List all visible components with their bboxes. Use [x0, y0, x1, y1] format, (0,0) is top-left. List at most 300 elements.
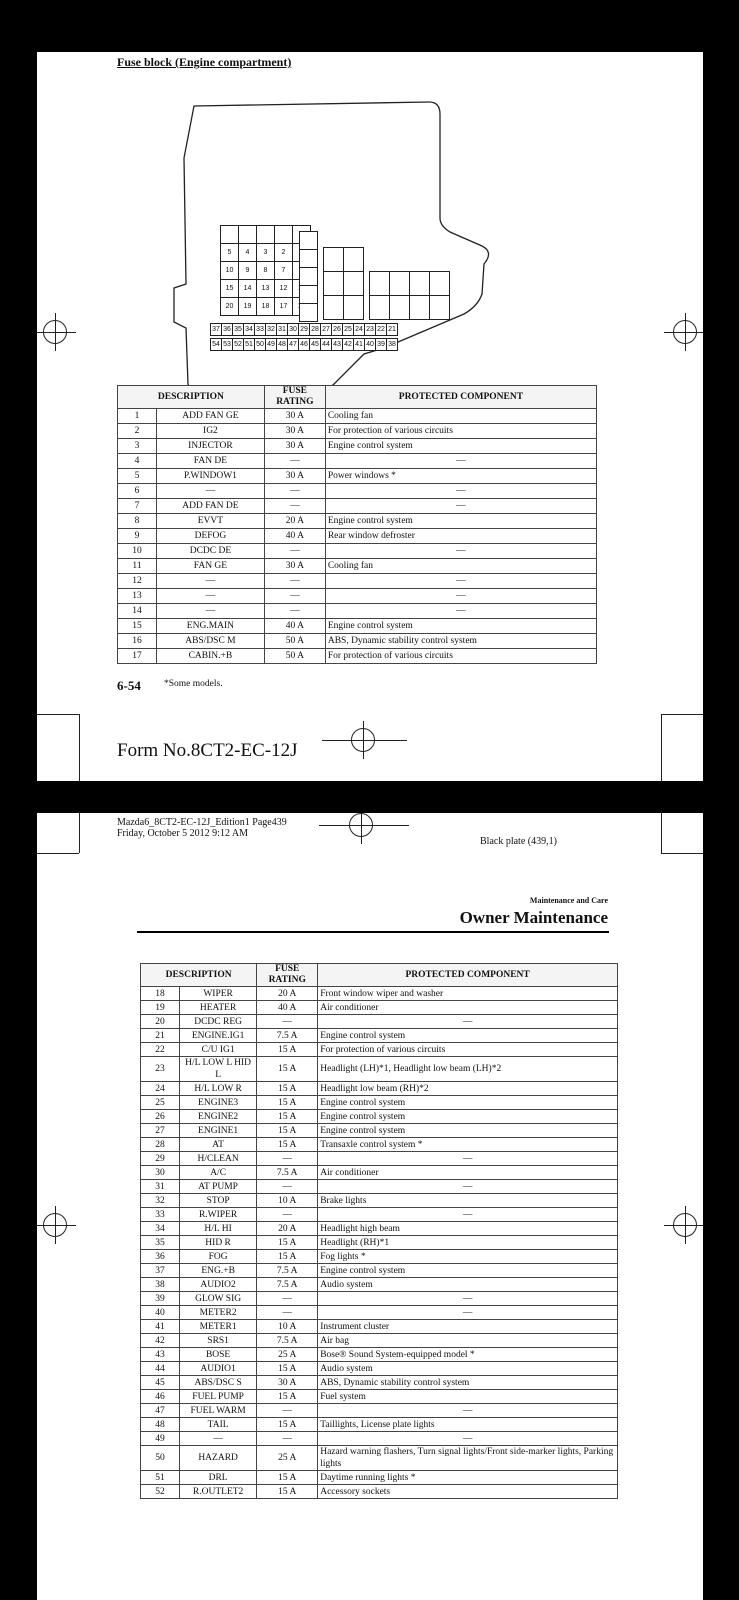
fuse-description: P.WINDOW1: [157, 469, 265, 484]
table-row: [118, 559, 597, 574]
print-header-file: Mazda6_8CT2-EC-12J_Edition1 Page439: [117, 817, 287, 828]
registration-mark-icon: [351, 728, 375, 752]
fuse-slot: 40: [364, 338, 376, 351]
fuse-description: ENG.+B: [180, 1264, 257, 1278]
protected-component: Accessory sockets: [318, 1485, 618, 1499]
relay-slot: [343, 295, 364, 320]
fuse-rating: 10 A: [257, 1320, 318, 1334]
table-row: [118, 649, 597, 664]
fuse-rating: 30 A: [264, 424, 325, 439]
protected-component: Power windows *: [325, 469, 596, 484]
protected-component: —: [325, 484, 596, 499]
fuse-grid-1-20: [221, 226, 311, 316]
table-row: [141, 987, 618, 1001]
fuse-slot: 47: [287, 338, 299, 351]
fuse-number: 6: [118, 484, 157, 499]
fuse-slot: 13: [256, 279, 275, 298]
fuse-slot: 38: [386, 338, 398, 351]
fuse-number: 20: [141, 1015, 180, 1029]
fuse-slot: 35: [232, 323, 244, 336]
fuse-description: R.WIPER: [180, 1208, 257, 1222]
fuse-rating: 20 A: [264, 514, 325, 529]
table-row: [141, 1015, 618, 1029]
fuse-description: METER1: [180, 1320, 257, 1334]
fuse-rating: —: [257, 1208, 318, 1222]
protected-component: Bose® Sound System-equipped model *: [318, 1348, 618, 1362]
fuse-number: 9: [118, 529, 157, 544]
fuse-description: H/L LOW R: [180, 1082, 257, 1096]
fuse-rating: —: [257, 1404, 318, 1418]
protected-component: —: [325, 454, 596, 469]
relay-slot: [323, 247, 344, 272]
relay-slot: [389, 295, 410, 320]
crop-mark: [79, 714, 80, 781]
fuse-slot: 5: [220, 243, 239, 262]
fuse-number: 38: [141, 1278, 180, 1292]
fuse-rating: 25 A: [257, 1348, 318, 1362]
fuse-slot: 12: [274, 279, 293, 298]
crop-mark: [79, 813, 80, 853]
fuse-rating: 7.5 A: [257, 1029, 318, 1043]
fuse-number: 22: [141, 1043, 180, 1057]
section-heading: Owner Maintenance: [459, 908, 608, 927]
fuse-rating: 15 A: [257, 1485, 318, 1499]
relay-slot: [323, 295, 344, 320]
fuse-description: A/C: [180, 1166, 257, 1180]
relay-slot: [369, 295, 390, 320]
relay-slot: [429, 295, 450, 320]
fuse-description: DCDC REG: [180, 1015, 257, 1029]
fuse-number: 1: [118, 409, 157, 424]
fuse-number: 32: [141, 1194, 180, 1208]
fuse-rating: 30 A: [264, 439, 325, 454]
header-description: DESCRIPTION: [141, 964, 257, 987]
fuse-slot-unlabeled: [299, 231, 318, 250]
protected-component: Fog lights *: [318, 1250, 618, 1264]
fuse-slot: 54: [210, 338, 222, 351]
fuse-description: ENGINE.IG1: [180, 1029, 257, 1043]
crop-mark: [661, 714, 662, 781]
fuse-slot: 50: [254, 338, 266, 351]
fuse-description: HID R: [180, 1236, 257, 1250]
fuse-rating: 50 A: [264, 634, 325, 649]
fuse-rating: 7.5 A: [257, 1264, 318, 1278]
protected-component: Engine control system: [318, 1029, 618, 1043]
fuse-description: ENGINE2: [180, 1110, 257, 1124]
fuse-description: AT PUMP: [180, 1180, 257, 1194]
fuse-slot: 36: [221, 323, 233, 336]
table-row: [141, 1166, 618, 1180]
fuse-description: AUDIO1: [180, 1362, 257, 1376]
fuse-number: 31: [141, 1180, 180, 1194]
protected-component: Air conditioner: [318, 1166, 618, 1180]
fuse-number: 49: [141, 1432, 180, 1446]
fuse-slot: 8: [256, 261, 275, 280]
fuse-row-54-38: [211, 339, 398, 351]
fuse-slot: 24: [353, 323, 365, 336]
print-header-date: Friday, October 5 2012 9:12 AM: [117, 828, 249, 839]
registration-mark-icon: [673, 1213, 697, 1237]
fuse-description: BOSE: [180, 1348, 257, 1362]
fuse-rating: 15 A: [257, 1057, 318, 1082]
fuse-rating: 40 A: [264, 619, 325, 634]
fuse-number: 5: [118, 469, 157, 484]
table-row: [141, 1124, 618, 1138]
protected-component: —: [318, 1015, 618, 1029]
fuse-slot: 44: [320, 338, 332, 351]
fuse-number: 7: [118, 499, 157, 514]
protected-component: Taillights, License plate lights: [318, 1418, 618, 1432]
protected-component: —: [325, 589, 596, 604]
relay-slot: [409, 271, 430, 296]
fuse-description: METER2: [180, 1306, 257, 1320]
table-row: [141, 1306, 618, 1320]
fuse-row-37-21: [211, 324, 398, 336]
protected-component: Cooling fan: [325, 559, 596, 574]
fuse-slot: 25: [342, 323, 354, 336]
fuse-slot: 37: [210, 323, 222, 336]
section-category: Maintenance and Care: [529, 896, 608, 905]
manual-page-6-54: [37, 52, 703, 781]
table-row: [141, 1110, 618, 1124]
fuse-slot-unlabeled: [274, 225, 293, 244]
fuse-rating: —: [257, 1015, 318, 1029]
table-row: [141, 1320, 618, 1334]
fuse-description: DCDC DE: [157, 544, 265, 559]
fuse-rating: 10 A: [257, 1194, 318, 1208]
table-row: [118, 529, 597, 544]
fuse-rating: —: [264, 589, 325, 604]
fuse-description: FUEL PUMP: [180, 1390, 257, 1404]
fuse-slot: 27: [320, 323, 332, 336]
relay-slot: [343, 247, 364, 272]
protected-component: —: [325, 544, 596, 559]
protected-component: Headlight (RH)*1: [318, 1236, 618, 1250]
fuse-description: HAZARD: [180, 1446, 257, 1471]
fuse-description: ENGINE3: [180, 1096, 257, 1110]
table-row: [141, 1250, 618, 1264]
fuse-rating: 15 A: [257, 1418, 318, 1432]
fuse-slot: 14: [238, 279, 257, 298]
fuse-slot: 22: [375, 323, 387, 336]
protected-component: Audio system: [318, 1362, 618, 1376]
protected-component: Fuel system: [318, 1390, 618, 1404]
fuse-rating: —: [257, 1180, 318, 1194]
fuse-slot: 10: [220, 261, 239, 280]
protected-component: Transaxle control system *: [318, 1138, 618, 1152]
fuse-slot: 39: [375, 338, 387, 351]
protected-component: Hazard warning flashers, Turn signal lights/Front side-marker lights, Parking lights: [318, 1446, 618, 1471]
fuse-rating: —: [264, 499, 325, 514]
fuse-rating: 15 A: [257, 1138, 318, 1152]
table-row: [118, 514, 597, 529]
protected-component: ABS, Dynamic stability control system: [325, 634, 596, 649]
fuse-slot: 48: [276, 338, 288, 351]
table-row: [141, 1043, 618, 1057]
fuse-description: ENGINE1: [180, 1124, 257, 1138]
fuse-number: 18: [141, 987, 180, 1001]
table-row: [141, 1029, 618, 1043]
fuse-slot: 20: [220, 297, 239, 316]
fuse-slot: 26: [331, 323, 343, 336]
fuse-rating: 30 A: [264, 409, 325, 424]
protected-component: For protection of various circuits: [325, 424, 596, 439]
table-row: [118, 484, 597, 499]
fuse-rating: 15 A: [257, 1043, 318, 1057]
fuse-number: 37: [141, 1264, 180, 1278]
protected-component: Air conditioner: [318, 1001, 618, 1015]
table-row: [118, 469, 597, 484]
fuse-description: INJECTOR: [157, 439, 265, 454]
crop-mark: [37, 853, 79, 854]
black-plate-label: Black plate (439,1): [480, 836, 557, 847]
fuse-slot: 2: [274, 243, 293, 262]
protected-component: —: [318, 1208, 618, 1222]
fuse-rating: 15 A: [257, 1110, 318, 1124]
fuse-description: H/L LOW L HID L: [180, 1057, 257, 1082]
protected-component: Rear window defroster: [325, 529, 596, 544]
protected-component: Audio system: [318, 1278, 618, 1292]
table-row: [141, 1404, 618, 1418]
table-row: [141, 1222, 618, 1236]
fuse-description: IG2: [157, 424, 265, 439]
fuse-number: 44: [141, 1362, 180, 1376]
table-row: [141, 1180, 618, 1194]
fuse-description: SRS1: [180, 1334, 257, 1348]
table-row: [141, 1292, 618, 1306]
page-number: 6-54: [117, 678, 141, 693]
relay-slot: [343, 271, 364, 296]
header-component: PROTECTED COMPONENT: [318, 964, 618, 987]
fuse-rating: 20 A: [257, 1222, 318, 1236]
table-row: [141, 1348, 618, 1362]
fuse-number: 13: [118, 589, 157, 604]
fuse-slot: 15: [220, 279, 239, 298]
fuse-number: 19: [141, 1001, 180, 1015]
protected-component: —: [318, 1180, 618, 1194]
fuse-rating: 30 A: [264, 559, 325, 574]
table-row: [141, 1264, 618, 1278]
fuse-rating: 50 A: [264, 649, 325, 664]
fuse-number: 48: [141, 1418, 180, 1432]
fuse-rating: —: [257, 1306, 318, 1320]
table-row: [141, 1362, 618, 1376]
fuse-slot: 49: [265, 338, 277, 351]
fuse-rating: 15 A: [257, 1096, 318, 1110]
table-row: [141, 1432, 618, 1446]
fuse-number: 25: [141, 1096, 180, 1110]
fuse-number: 52: [141, 1485, 180, 1499]
fuse-slot: 4: [238, 243, 257, 262]
fuse-relay-block-right: [370, 272, 450, 320]
protected-component: —: [325, 574, 596, 589]
fuse-table-1-17: [117, 385, 597, 664]
fuse-number: 29: [141, 1152, 180, 1166]
fuse-slot-unlabeled: [299, 285, 318, 304]
fuse-slot-unlabeled: [299, 249, 318, 268]
fuse-description: FAN DE: [157, 454, 265, 469]
table-row: [141, 1446, 618, 1471]
crop-mark: [661, 714, 703, 715]
protected-component: —: [318, 1152, 618, 1166]
fuse-slot: 42: [342, 338, 354, 351]
fuse-description: CABIN.+B: [157, 649, 265, 664]
form-number: Form No.8CT2-EC-12J: [117, 740, 298, 761]
table-body: [141, 987, 618, 1499]
fuse-block-diagram: [164, 98, 580, 398]
fuse-description: —: [157, 589, 265, 604]
protected-component: Engine control system: [325, 439, 596, 454]
header-description: DESCRIPTION: [118, 386, 265, 409]
table-row: [141, 1138, 618, 1152]
fuse-description: ABS/DSC M: [157, 634, 265, 649]
fuse-slot: 23: [364, 323, 376, 336]
fuse-number: 26: [141, 1110, 180, 1124]
fuse-description: H/CLEAN: [180, 1152, 257, 1166]
fuse-slot: 52: [232, 338, 244, 351]
table-row: [141, 1334, 618, 1348]
fuse-number: 43: [141, 1348, 180, 1362]
section-title: Fuse block (Engine compartment): [117, 55, 292, 69]
fuse-number: 50: [141, 1446, 180, 1471]
fuse-rating: —: [264, 484, 325, 499]
fuse-number: 11: [118, 559, 157, 574]
table-row: [141, 1418, 618, 1432]
fuse-description: —: [157, 604, 265, 619]
table-body: [118, 409, 597, 664]
relay-slot: [429, 271, 450, 296]
protected-component: Daytime running lights *: [318, 1471, 618, 1485]
fuse-slot: 46: [298, 338, 310, 351]
table-row: [118, 544, 597, 559]
fuse-rating: 15 A: [257, 1250, 318, 1264]
heading-rule: [137, 931, 609, 933]
registration-mark-icon: [43, 1213, 67, 1237]
fuse-number: 27: [141, 1124, 180, 1138]
fuse-rating: 15 A: [257, 1236, 318, 1250]
protected-component: —: [318, 1306, 618, 1320]
footnote: *Some models.: [164, 679, 223, 689]
protected-component: Engine control system: [318, 1110, 618, 1124]
protected-component: Cooling fan: [325, 409, 596, 424]
fuse-number: 17: [118, 649, 157, 664]
registration-mark-icon: [349, 813, 373, 837]
protected-component: Front window wiper and washer: [318, 987, 618, 1001]
fuse-description: TAIL: [180, 1418, 257, 1432]
table-row: [118, 439, 597, 454]
fuse-description: WIPER: [180, 987, 257, 1001]
table-row: [141, 1236, 618, 1250]
fuse-rating: —: [257, 1292, 318, 1306]
fuse-rating: 15 A: [257, 1390, 318, 1404]
crop-mark: [661, 813, 662, 853]
fuse-description: FAN GE: [157, 559, 265, 574]
table-row: [141, 1057, 618, 1082]
table-row: [141, 1001, 618, 1015]
fuse-number: 51: [141, 1471, 180, 1485]
fuse-number: 2: [118, 424, 157, 439]
fuse-number: 46: [141, 1390, 180, 1404]
fuse-number: 24: [141, 1082, 180, 1096]
protected-component: Engine control system: [318, 1096, 618, 1110]
fuse-description: C/U IG1: [180, 1043, 257, 1057]
fuse-rating: 15 A: [257, 1082, 318, 1096]
fuse-description: HEATER: [180, 1001, 257, 1015]
protected-component: —: [318, 1404, 618, 1418]
header-rating: FUSE RATING: [257, 964, 318, 987]
protected-component: Headlight (LH)*1, Headlight low beam (LH)*2: [318, 1057, 618, 1082]
fuse-slot-unlabeled: [238, 225, 257, 244]
fuse-rating: 30 A: [257, 1376, 318, 1390]
fuse-slot: 53: [221, 338, 233, 351]
protected-component: Air bag: [318, 1334, 618, 1348]
fuse-description: R.OUTLET2: [180, 1485, 257, 1499]
fuse-description: DRL: [180, 1471, 257, 1485]
fuse-description: ADD FAN DE: [157, 499, 265, 514]
table-row: [118, 499, 597, 514]
fuse-rating: 20 A: [257, 987, 318, 1001]
fuse-slot: 32: [265, 323, 277, 336]
table-row: [141, 1278, 618, 1292]
table-row: [118, 634, 597, 649]
fuse-description: EVVT: [157, 514, 265, 529]
table-row: [141, 1376, 618, 1390]
fuse-rating: 7.5 A: [257, 1278, 318, 1292]
table-row: [118, 604, 597, 619]
table-row: [118, 589, 597, 604]
fuse-number: 39: [141, 1292, 180, 1306]
fuse-number: 41: [141, 1320, 180, 1334]
fuse-rating: —: [264, 604, 325, 619]
fuse-slot: 51: [243, 338, 255, 351]
fuse-slot: 45: [309, 338, 321, 351]
protected-component: —: [325, 604, 596, 619]
registration-mark-icon: [43, 320, 67, 344]
crop-mark: [661, 853, 703, 854]
fuse-rating: —: [264, 544, 325, 559]
relay-slot: [369, 271, 390, 296]
fuse-number: 14: [118, 604, 157, 619]
fuse-slot-unlabeled: [299, 267, 318, 286]
fuse-number: 45: [141, 1376, 180, 1390]
table-row: [118, 424, 597, 439]
protected-component: —: [318, 1432, 618, 1446]
relay-slot: [323, 271, 344, 296]
registration-mark-icon: [673, 320, 697, 344]
fuse-number: 40: [141, 1306, 180, 1320]
table-row: [118, 454, 597, 469]
fuse-slot: 33: [254, 323, 266, 336]
fuse-rating: 15 A: [257, 1362, 318, 1376]
fuse-description: ADD FAN GE: [157, 409, 265, 424]
fuse-slot-unlabeled: [256, 225, 275, 244]
table-row: [141, 1485, 618, 1499]
fuse-number: 42: [141, 1334, 180, 1348]
fuse-slot: 28: [309, 323, 321, 336]
fuse-slot: 30: [287, 323, 299, 336]
fuse-rating: —: [264, 574, 325, 589]
fuse-number: 15: [118, 619, 157, 634]
fuse-slot: 31: [276, 323, 288, 336]
protected-component: Engine control system: [325, 514, 596, 529]
fuse-rating: 40 A: [257, 1001, 318, 1015]
table-row: [141, 1390, 618, 1404]
fuse-number: 10: [118, 544, 157, 559]
fuse-slot: 17: [274, 297, 293, 316]
fuse-slot: 3: [256, 243, 275, 262]
fuse-rating: 15 A: [257, 1124, 318, 1138]
table-row: [141, 1194, 618, 1208]
